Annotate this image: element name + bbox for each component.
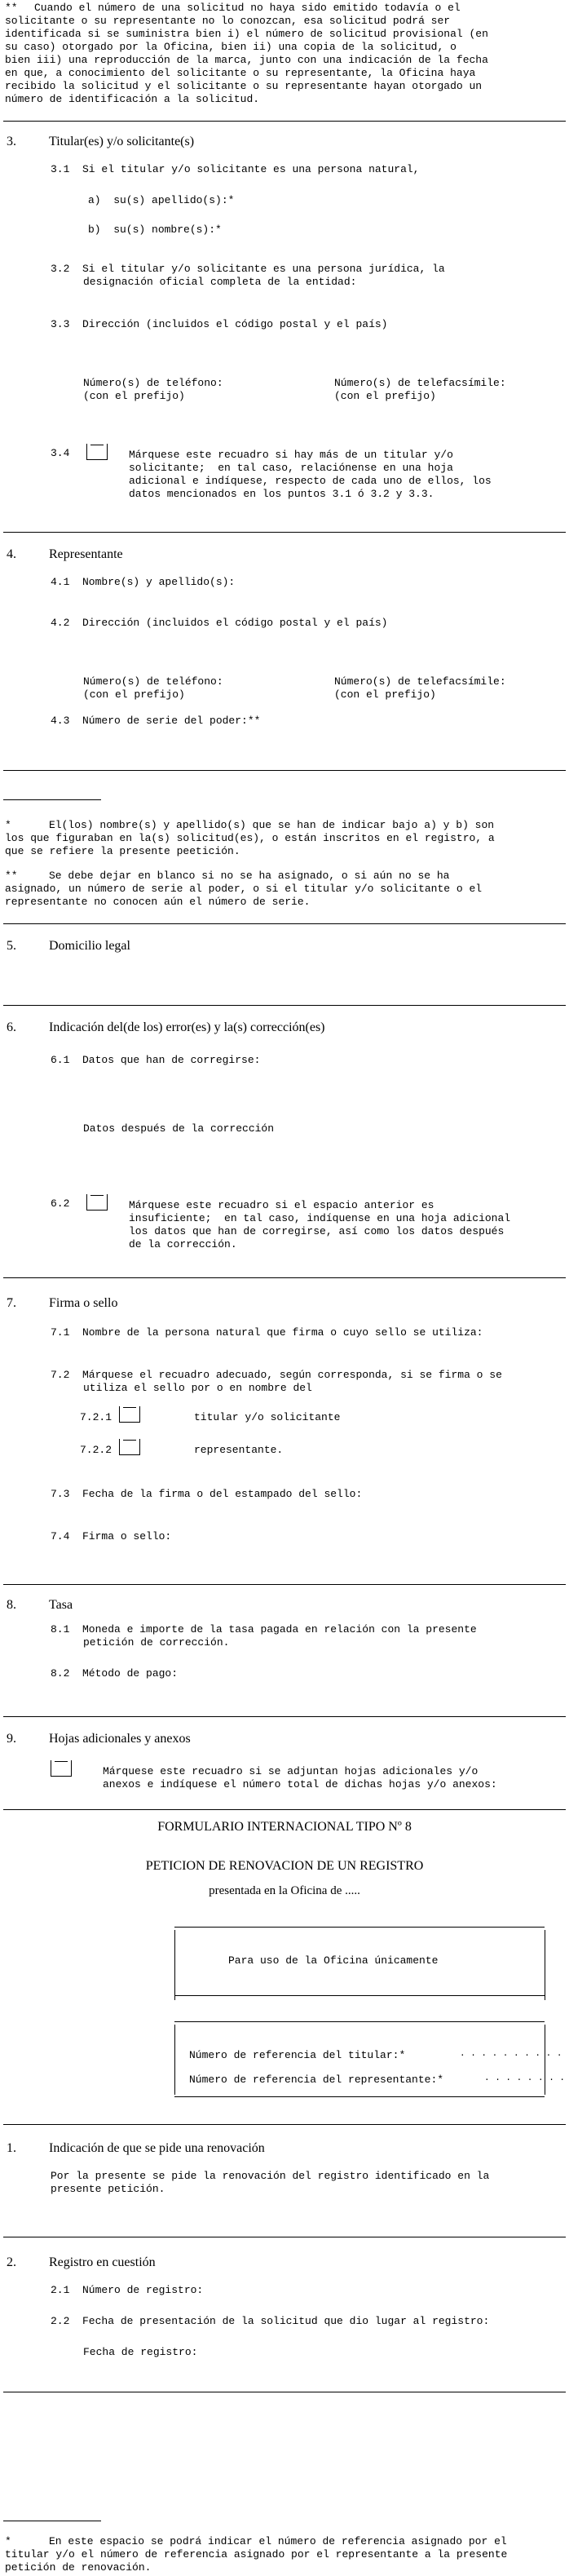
top-note-line: Cuando el número de una solicitud no haya sido emitido todavía o el — [34, 2, 461, 14]
representative-checkbox[interactable] — [119, 1439, 140, 1455]
item-3-4-text: datos mencionados en los puntos 3.1 ó 3.2 y 3.3. — [129, 488, 434, 500]
item-7-2-1-number: 7.2.1 — [80, 1411, 112, 1423]
item-6-1: 6.1 Datos que han de corregirse: — [51, 1054, 261, 1066]
phone-prefix-label: (con el prefijo) — [83, 688, 185, 701]
footnote-line: asignado, un número de serie al poder, o si el titular y/o solicitante o el — [5, 883, 483, 895]
footnote-line: los que figuraban en la(s) solicitud(es), o están inscritos en el registro, a — [5, 832, 495, 844]
divider — [3, 532, 566, 533]
additional-sheets-checkbox[interactable] — [51, 1760, 72, 1777]
item-4-1: 4.1 Nombre(s) y apellido(s): — [51, 576, 236, 588]
item-3-4-text: Márquese este recuadro si hay más de un titular y/o — [129, 449, 453, 461]
item-6-2-text: Márquese este recuadro si el espacio anterior es — [129, 1199, 434, 1211]
section-9-title: Hojas adicionales y anexos — [49, 1732, 191, 1746]
fax-prefix-label: (con el prefijo) — [334, 688, 436, 701]
footnote-line: Se debe dejar en blanco si no se ha asignado, o si aún no se ha — [49, 870, 450, 882]
office-box-bottom — [174, 1995, 545, 1996]
section-3-title: Titular(es) y/o solicitante(s) — [49, 135, 195, 148]
item-3-1-a: a) su(s) apellido(s):* — [88, 194, 235, 206]
section-3-number: 3. — [7, 135, 16, 148]
item-8-1-cont: petición de corrección. — [83, 1636, 230, 1649]
item-6-2-number: 6.2 — [51, 1197, 70, 1210]
divider — [3, 1809, 566, 1810]
section-7-number: 7. — [7, 1296, 16, 1310]
section-5-number: 5. — [7, 939, 16, 953]
form-subtitle: PETICION DE RENOVACION DE UN REGISTRO — [145, 1859, 424, 1873]
fax-prefix-label: (con el prefijo) — [334, 390, 436, 402]
item-3-2-cont: designación oficial completa de la entidad: — [83, 276, 357, 288]
section-9-number: 9. — [7, 1732, 16, 1746]
registration-date-label: Fecha de registro: — [83, 2346, 198, 2358]
renewal-2-title: Registro en cuestión — [49, 2255, 156, 2269]
section-8-number: 8. — [7, 1598, 16, 1612]
item-8-1: 8.1 Moneda e importe de la tasa pagada en relación con la presente — [51, 1623, 477, 1635]
representative-reference-value[interactable]: . . . . . . . . — [484, 2074, 566, 2083]
item-7-2-2-label: representante. — [194, 1444, 284, 1456]
item-7-2-2-number: 7.2.2 — [80, 1444, 112, 1456]
footnote-line: El(los) nombre(s) y apellido(s) que se han de indicar bajo a) y b) son — [49, 819, 495, 831]
top-note-line: recibido la solicitud y el solicitante o su representante hayan otorgado un — [5, 80, 483, 92]
office-box-left — [174, 1930, 175, 2000]
item-3-2: 3.2 Si el titular y/o solicitante es una persona jurídica, la — [51, 263, 445, 275]
top-note-line: número de identificación a la solicitud. — [5, 93, 260, 105]
presented-at-office: presentada en la Oficina de ..... — [209, 1884, 360, 1897]
item-6-2-text: los datos que han de corregirse, así como los datos después — [129, 1225, 505, 1237]
item-7-2-cont: utiliza el sello por o en nombre del — [83, 1382, 312, 1394]
holder-reference-label: Número de referencia del titular:* — [189, 2049, 406, 2061]
divider — [3, 923, 566, 924]
office-use-label: Para uso de la Oficina únicamente — [228, 1954, 439, 1967]
footnote-rule — [3, 799, 101, 800]
top-note-line: su caso) otorgado por la Oficina, bien ii) una copia de la solicitud, o — [5, 41, 457, 53]
top-note-line: bien iii) una reproducción de la marca, junto con una indicación de la fecha — [5, 54, 488, 66]
renewal-1-title: Indicación de que se pide una renovación — [49, 2141, 265, 2155]
item-3-4-text: solicitante; en tal caso, relaciónense en una hoja — [129, 462, 453, 474]
item-3-4-text: adicional e indíquese, respecto de cada uno de ellos, los — [129, 475, 492, 487]
item-3-1-b: b) su(s) nombre(s):* — [88, 224, 222, 236]
section-4-number: 4. — [7, 547, 16, 561]
section-9-text: Márquese este recuadro si se adjuntan hojas adicionales y/o — [103, 1765, 479, 1777]
fax-label: Número(s) de telefacsímile: — [334, 675, 506, 688]
section-9-text: anexos e indíquese el número total de dichas hojas y/o anexos: — [103, 1778, 497, 1790]
item-7-2-1-label: titular y/o solicitante — [194, 1411, 341, 1423]
item-3-3: 3.3 Dirección (incluidos el código postal y el país) — [51, 318, 388, 330]
renewal-1-text: presente petición. — [51, 2183, 165, 2195]
item-3-4-number: 3.4 — [51, 447, 70, 459]
footnote-line: titular y/o el número de referencia asignado por el representante a la presente — [5, 2548, 508, 2561]
item-6-2-text: de la corrección. — [129, 1238, 237, 1250]
section-5-title: Domicilio legal — [49, 939, 130, 953]
phone-prefix-label: (con el prefijo) — [83, 390, 185, 402]
item-2-1: 2.1 Número de registro: — [51, 2284, 204, 2296]
ref-box-top — [174, 2021, 545, 2022]
divider — [3, 1005, 566, 1006]
divider — [3, 2124, 566, 2125]
ref-box-bottom — [174, 2096, 545, 2097]
item-7-3: 7.3 Fecha de la firma o del estampado del sello: — [51, 1488, 363, 1500]
section-6-number: 6. — [7, 1020, 16, 1034]
item-4-2: 4.2 Dirección (incluidos el código postal y el país) — [51, 617, 388, 629]
section-6-title: Indicación del(de los) error(es) y la(s) corrección(es) — [49, 1020, 325, 1034]
holder-checkbox[interactable] — [119, 1406, 140, 1423]
divider — [3, 121, 566, 122]
renewal-1-text: Por la presente se pide la renovación del registro identificado en la — [51, 2170, 490, 2182]
top-note-line: en que, a conocimiento del solicitante o su representante, la Oficina haya — [5, 67, 476, 79]
item-7-1: 7.1 Nombre de la persona natural que firma o cuyo sello se utiliza: — [51, 1326, 483, 1339]
section-4-title: Representante — [49, 547, 123, 561]
fax-label: Número(s) de telefacsímile: — [334, 377, 506, 389]
footnote-double-star: ** — [5, 870, 18, 882]
office-box-top — [174, 1927, 545, 1928]
insufficient-space-checkbox[interactable] — [86, 1194, 108, 1211]
footnote-star: * — [5, 819, 11, 831]
section-7-title: Firma o sello — [49, 1296, 118, 1310]
corrected-data-label: Datos después de la corrección — [83, 1122, 275, 1135]
form-title: FORMULARIO INTERNACIONAL TIPO Nº 8 — [157, 1820, 412, 1834]
item-3-1: 3.1 Si el titular y/o solicitante es una persona natural, — [51, 163, 420, 175]
footnote-star: * — [5, 2535, 11, 2547]
footnote-line: En este espacio se podrá indicar el número de referencia asignado por el — [49, 2535, 507, 2547]
divider — [3, 1277, 566, 1278]
holder-reference-value[interactable]: . . . . . . . . . . — [460, 2049, 562, 2059]
ref-box-left — [174, 2025, 175, 2095]
divider — [3, 770, 566, 771]
item-2-2: 2.2 Fecha de presentación de la solicitud que dio lugar al registro: — [51, 2315, 490, 2327]
item-7-2: 7.2 Márquese el recuadro adecuado, según corresponda, si se firma o se — [51, 1369, 502, 1381]
divider — [3, 1584, 566, 1585]
phone-label: Número(s) de teléfono: — [83, 377, 223, 389]
item-6-2-text: insuficiente; en tal caso, indíquense en una hoja adicional — [129, 1212, 511, 1224]
renewal-2-number: 2. — [7, 2255, 16, 2269]
footnote-line: petición de renovación. — [5, 2561, 152, 2574]
footnote-line: que se refiere la presente peetición. — [5, 845, 240, 857]
section-8-title: Tasa — [49, 1598, 73, 1612]
item-4-3: 4.3 Número de serie del poder:** — [51, 715, 261, 727]
item-7-4: 7.4 Firma o sello: — [51, 1530, 172, 1543]
divider — [3, 1716, 566, 1717]
top-note-line: solicitante o su representante no lo conozcan, esa solicitud podrá ser — [5, 15, 451, 27]
top-note-marker: ** — [5, 2, 18, 14]
more-holders-checkbox[interactable] — [86, 444, 108, 460]
item-8-2: 8.2 Método de pago: — [51, 1667, 179, 1680]
footnote-line: representante no conocen aún el número de serie. — [5, 896, 311, 908]
representative-reference-label: Número de referencia del representante:* — [189, 2074, 444, 2086]
top-note-line: identificada si se suministra bien i) el número de solicitud provisional (en — [5, 28, 488, 40]
renewal-1-number: 1. — [7, 2141, 16, 2155]
phone-label: Número(s) de teléfono: — [83, 675, 223, 688]
